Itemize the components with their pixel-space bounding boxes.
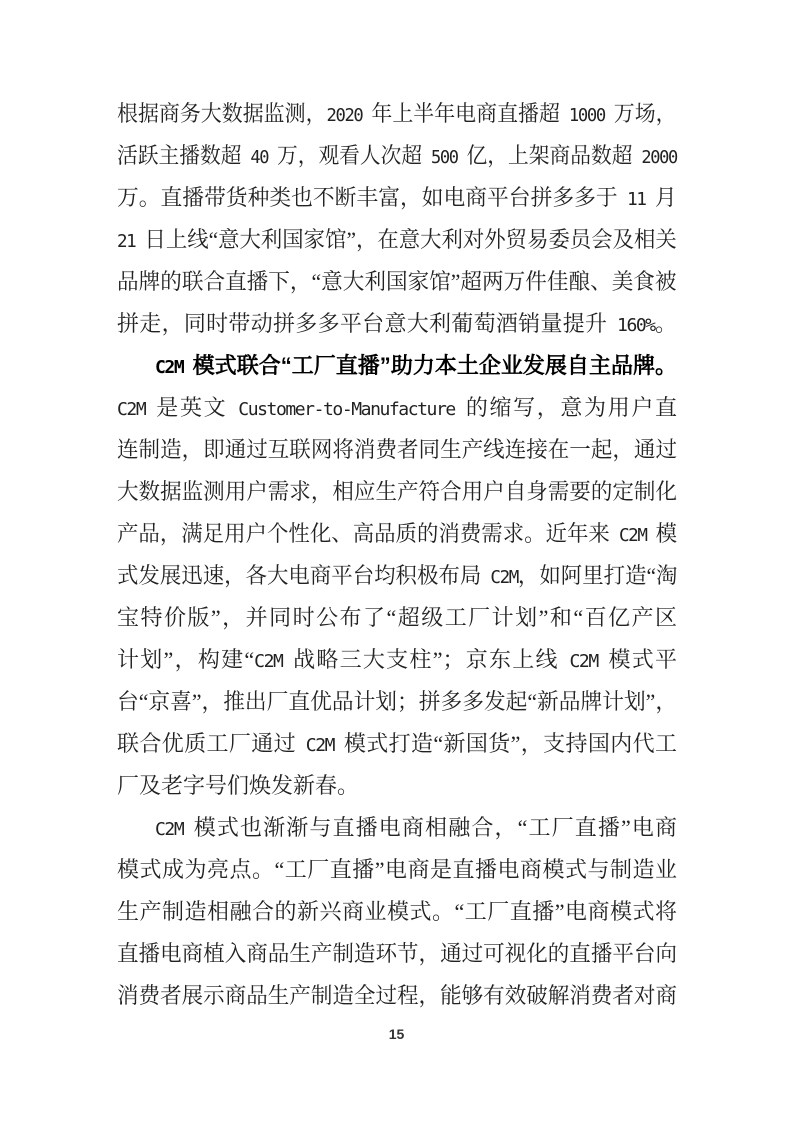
latin-text: 1000: [559, 105, 614, 126]
latin-text: C2M: [558, 651, 609, 672]
latin-text: 500: [422, 147, 467, 168]
text-line: 拼走，同时带动拼多多平台意大利葡萄酒销量提升 160%。: [117, 311, 677, 336]
latin-text: C2M: [155, 357, 193, 378]
latin-text: 2000: [632, 147, 677, 168]
text-line: 式发展迅速，各大电商平台均积极布局 C2M，如阿里打造“淘: [117, 563, 678, 588]
text-line: C2M 模式也渐渐与直播电商相融合，“工厂直播”电商: [155, 815, 677, 840]
latin-text: C2M: [481, 567, 518, 588]
latin-text: 160%: [607, 315, 655, 336]
text-line: 消费者展示商品生产制造全过程，能够有效破解消费者对商: [117, 983, 678, 1008]
text-line: 宝特价版”，并同时公布了“超级工厂计划”和“百亿产区: [117, 605, 677, 630]
text-line: 计划”，构建“C2M 战略三大支柱”；京东上线 C2M 模式平: [117, 647, 677, 672]
page-body-text: [117, 93, 677, 1017]
latin-text: 11: [617, 189, 655, 210]
latin-text: 2020: [326, 105, 372, 126]
text-line: 直播电商植入商品生产制造环节，通过可视化的直播平台向: [117, 941, 678, 966]
latin-text: 21: [117, 231, 145, 252]
text-line: 大数据监测用户需求，相应生产符合用户自身需要的定制化: [117, 479, 678, 504]
text-line: 活跃主播数超 40 万，观看人次超 500 亿，上架商品数超 2000: [117, 143, 677, 168]
text-line: C2M 是英文 Customer-to-Manufacture 的缩写，意为用户直: [117, 395, 677, 420]
text-line: 台“京喜”，推出厂直优品计划；拼多多发起“新品牌计划”，: [117, 689, 678, 714]
page-number: 15: [388, 1026, 405, 1042]
text-line: 连制造，即通过互联网将消费者同生产线连接在一起，通过: [117, 437, 678, 462]
latin-text: C2M: [155, 819, 194, 840]
text-line: 产品，满足用户个性化、高品质的消费需求。近年来 C2M 模: [117, 521, 678, 546]
text-line: 品牌的联合直播下，“意大利国家馆”超两万件佳酿、美食被: [117, 269, 677, 294]
text-line: 厂及老字号们焕发新春。: [117, 773, 360, 798]
section-heading: C2M 模式联合“工厂直播”助力本土企业发展自主品牌。: [155, 353, 677, 378]
latin-text: C2M: [117, 399, 157, 420]
latin-text: 40: [241, 147, 277, 168]
latin-text: C2M: [254, 651, 294, 672]
text-line: 联合优质工厂通过 C2M 模式打造“新国货”，支持国内代工: [117, 731, 677, 756]
text-line: 根据商务大数据监测，2020 年上半年电商直播超 1000 万场，: [117, 101, 677, 126]
latin-text: C2M: [296, 735, 344, 756]
text-line: 万。直播带货种类也不断丰富，如电商平台拼多多于 11 月: [117, 185, 677, 210]
text-line: 模式成为亮点。“工厂直播”电商是直播电商模式与制造业: [117, 857, 677, 882]
latin-text: Customer-to-Manufacture: [227, 399, 466, 420]
text-line: 生产制造相融合的新兴商业模式。“工厂直播”电商模式将: [117, 899, 677, 924]
latin-text: C2M: [609, 525, 656, 546]
text-line: 21 日上线“意大利国家馆”，在意大利对外贸易委员会及相关: [117, 227, 677, 252]
